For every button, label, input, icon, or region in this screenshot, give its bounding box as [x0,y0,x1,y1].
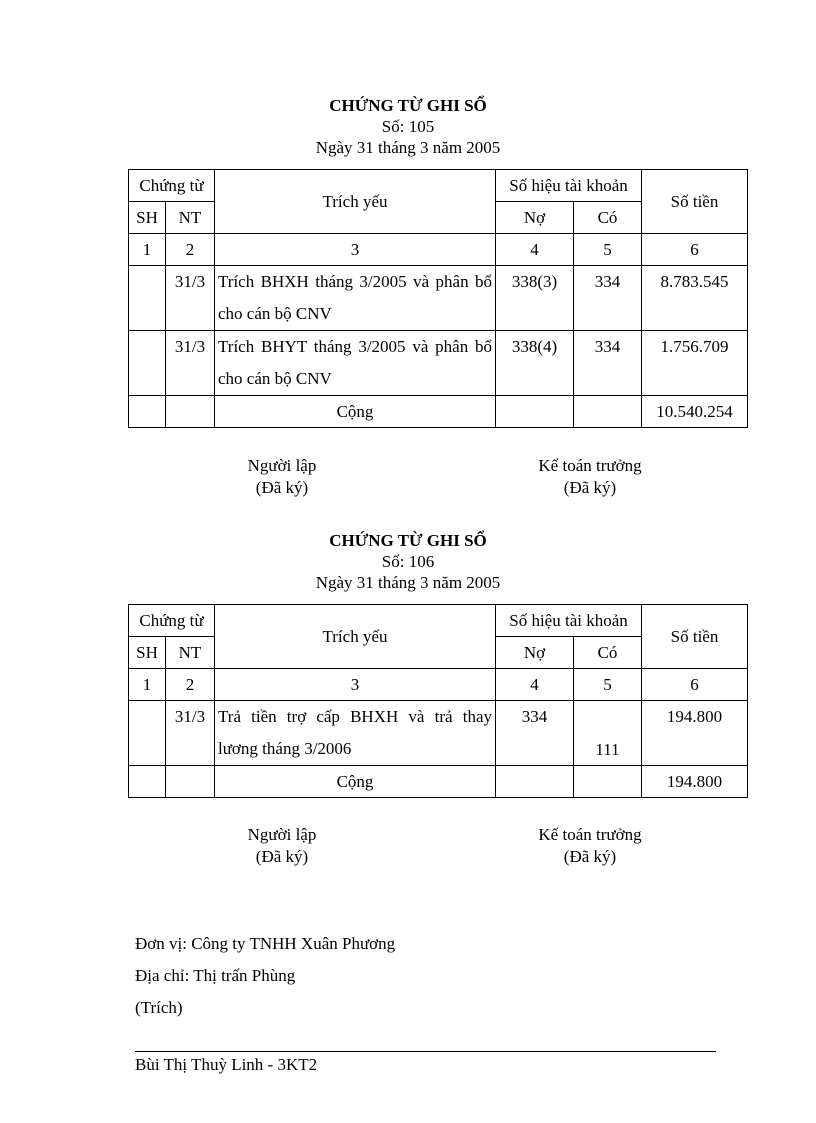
cell-credit-account: 334 [574,331,642,396]
ledger-table [128,169,748,428]
cell-nt: 31/3 [166,701,215,766]
ledger-table [128,604,748,798]
cell-empty [166,396,215,428]
voucher-title: CHỨNG TỪ GHI SỔ [329,96,487,115]
cell-credit-account: 334 [574,266,642,331]
index-cell: 1 [129,234,166,266]
voucher-header [0,530,816,593]
voucher-106 [0,530,816,866]
cell-amount: 194.800 [642,701,748,766]
footer-divider [135,1051,716,1052]
index-cell: 6 [642,669,748,701]
header-trich-yeu: Trích yếu [215,170,496,234]
header-chung-tu: Chứng từ [129,605,215,637]
header-nt: NT [166,202,215,234]
chief-accountant-label: Kế toán trưởng [538,456,642,475]
header-so-tien: Số tiền [642,170,748,234]
cell-sh [129,701,166,766]
signature-preparer [182,824,382,868]
table-row [129,701,748,766]
cell-empty [496,396,574,428]
cell-nt: 31/3 [166,331,215,396]
header-so-tien: Số tiền [642,605,748,669]
total-row [129,396,748,428]
cell-credit-account: 111 [574,701,642,766]
preparer-label: Người lập [247,825,317,844]
cell-description: Trích BHXH tháng 3/2005 và phân bổ cho cán bộ CNV [215,266,496,331]
index-cell: 4 [496,669,574,701]
header-sh: SH [129,202,166,234]
index-cell: 4 [496,234,574,266]
signature-chief-accountant [490,824,690,868]
header-no: Nợ [496,637,574,669]
page-footer-author: Bùi Thị Thuỳ Linh - 3KT2 [135,1055,318,1074]
index-cell: 1 [129,669,166,701]
signature-preparer [182,455,382,499]
index-cell: 2 [166,234,215,266]
cell-description: Trích BHYT tháng 3/2005 và phân bổ cho cán bộ CNV [215,331,496,396]
header-trich-yeu: Trích yếu [215,605,496,669]
total-amount: 194.800 [642,766,748,798]
table-row [129,266,748,331]
voucher-number: Số: 105 [381,117,435,136]
chief-accountant-status: (Đã ký) [563,478,617,497]
voucher-header [0,95,816,158]
index-cell: 3 [215,669,496,701]
cell-empty [129,766,166,798]
excerpt-note: (Trích) [135,998,183,1017]
cell-nt: 31/3 [166,266,215,331]
company-info [135,928,395,1024]
index-row [129,234,748,266]
header-co: Có [574,202,642,234]
index-row [129,669,748,701]
voucher-number: Số: 106 [381,552,435,571]
preparer-label: Người lập [247,456,317,475]
index-cell: 3 [215,234,496,266]
header-so-hieu-tai-khoan: Số hiệu tài khoản [496,170,642,202]
cell-empty [574,396,642,428]
cell-sh [129,331,166,396]
cell-empty [129,396,166,428]
total-label: Cộng [215,766,496,798]
header-chung-tu: Chứng từ [129,170,215,202]
cell-debit-account: 338(4) [496,331,574,396]
preparer-status: (Đã ký) [255,847,309,866]
voucher-date: Ngày 31 tháng 3 năm 2005 [315,573,501,592]
total-row [129,766,748,798]
header-no: Nợ [496,202,574,234]
cell-empty [574,766,642,798]
header-so-hieu-tai-khoan: Số hiệu tài khoản [496,605,642,637]
total-label: Cộng [215,396,496,428]
voucher-105 [0,95,816,497]
cell-amount: 8.783.545 [642,266,748,331]
cell-sh [129,266,166,331]
preparer-status: (Đã ký) [255,478,309,497]
cell-empty [496,766,574,798]
header-co: Có [574,637,642,669]
cell-amount: 1.756.709 [642,331,748,396]
index-cell: 6 [642,234,748,266]
header-sh: SH [129,637,166,669]
cell-empty [166,766,215,798]
voucher-title: CHỨNG TỪ GHI SỔ [329,531,487,550]
header-nt: NT [166,637,215,669]
chief-accountant-status: (Đã ký) [563,847,617,866]
table-row [129,331,748,396]
index-cell: 2 [166,669,215,701]
index-cell: 5 [574,234,642,266]
cell-description: Trả tiền trợ cấp BHXH và trả thay lương tháng 3/2006 [215,701,496,766]
signature-chief-accountant [490,455,690,499]
index-cell: 5 [574,669,642,701]
company-unit: Đơn vị: Công ty TNHH Xuân Phương [135,934,396,953]
chief-accountant-label: Kế toán trưởng [538,825,642,844]
cell-debit-account: 334 [496,701,574,766]
company-address: Địa chỉ: Thị trấn Phùng [135,966,296,985]
cell-debit-account: 338(3) [496,266,574,331]
total-amount: 10.540.254 [642,396,748,428]
voucher-date: Ngày 31 tháng 3 năm 2005 [315,138,501,157]
